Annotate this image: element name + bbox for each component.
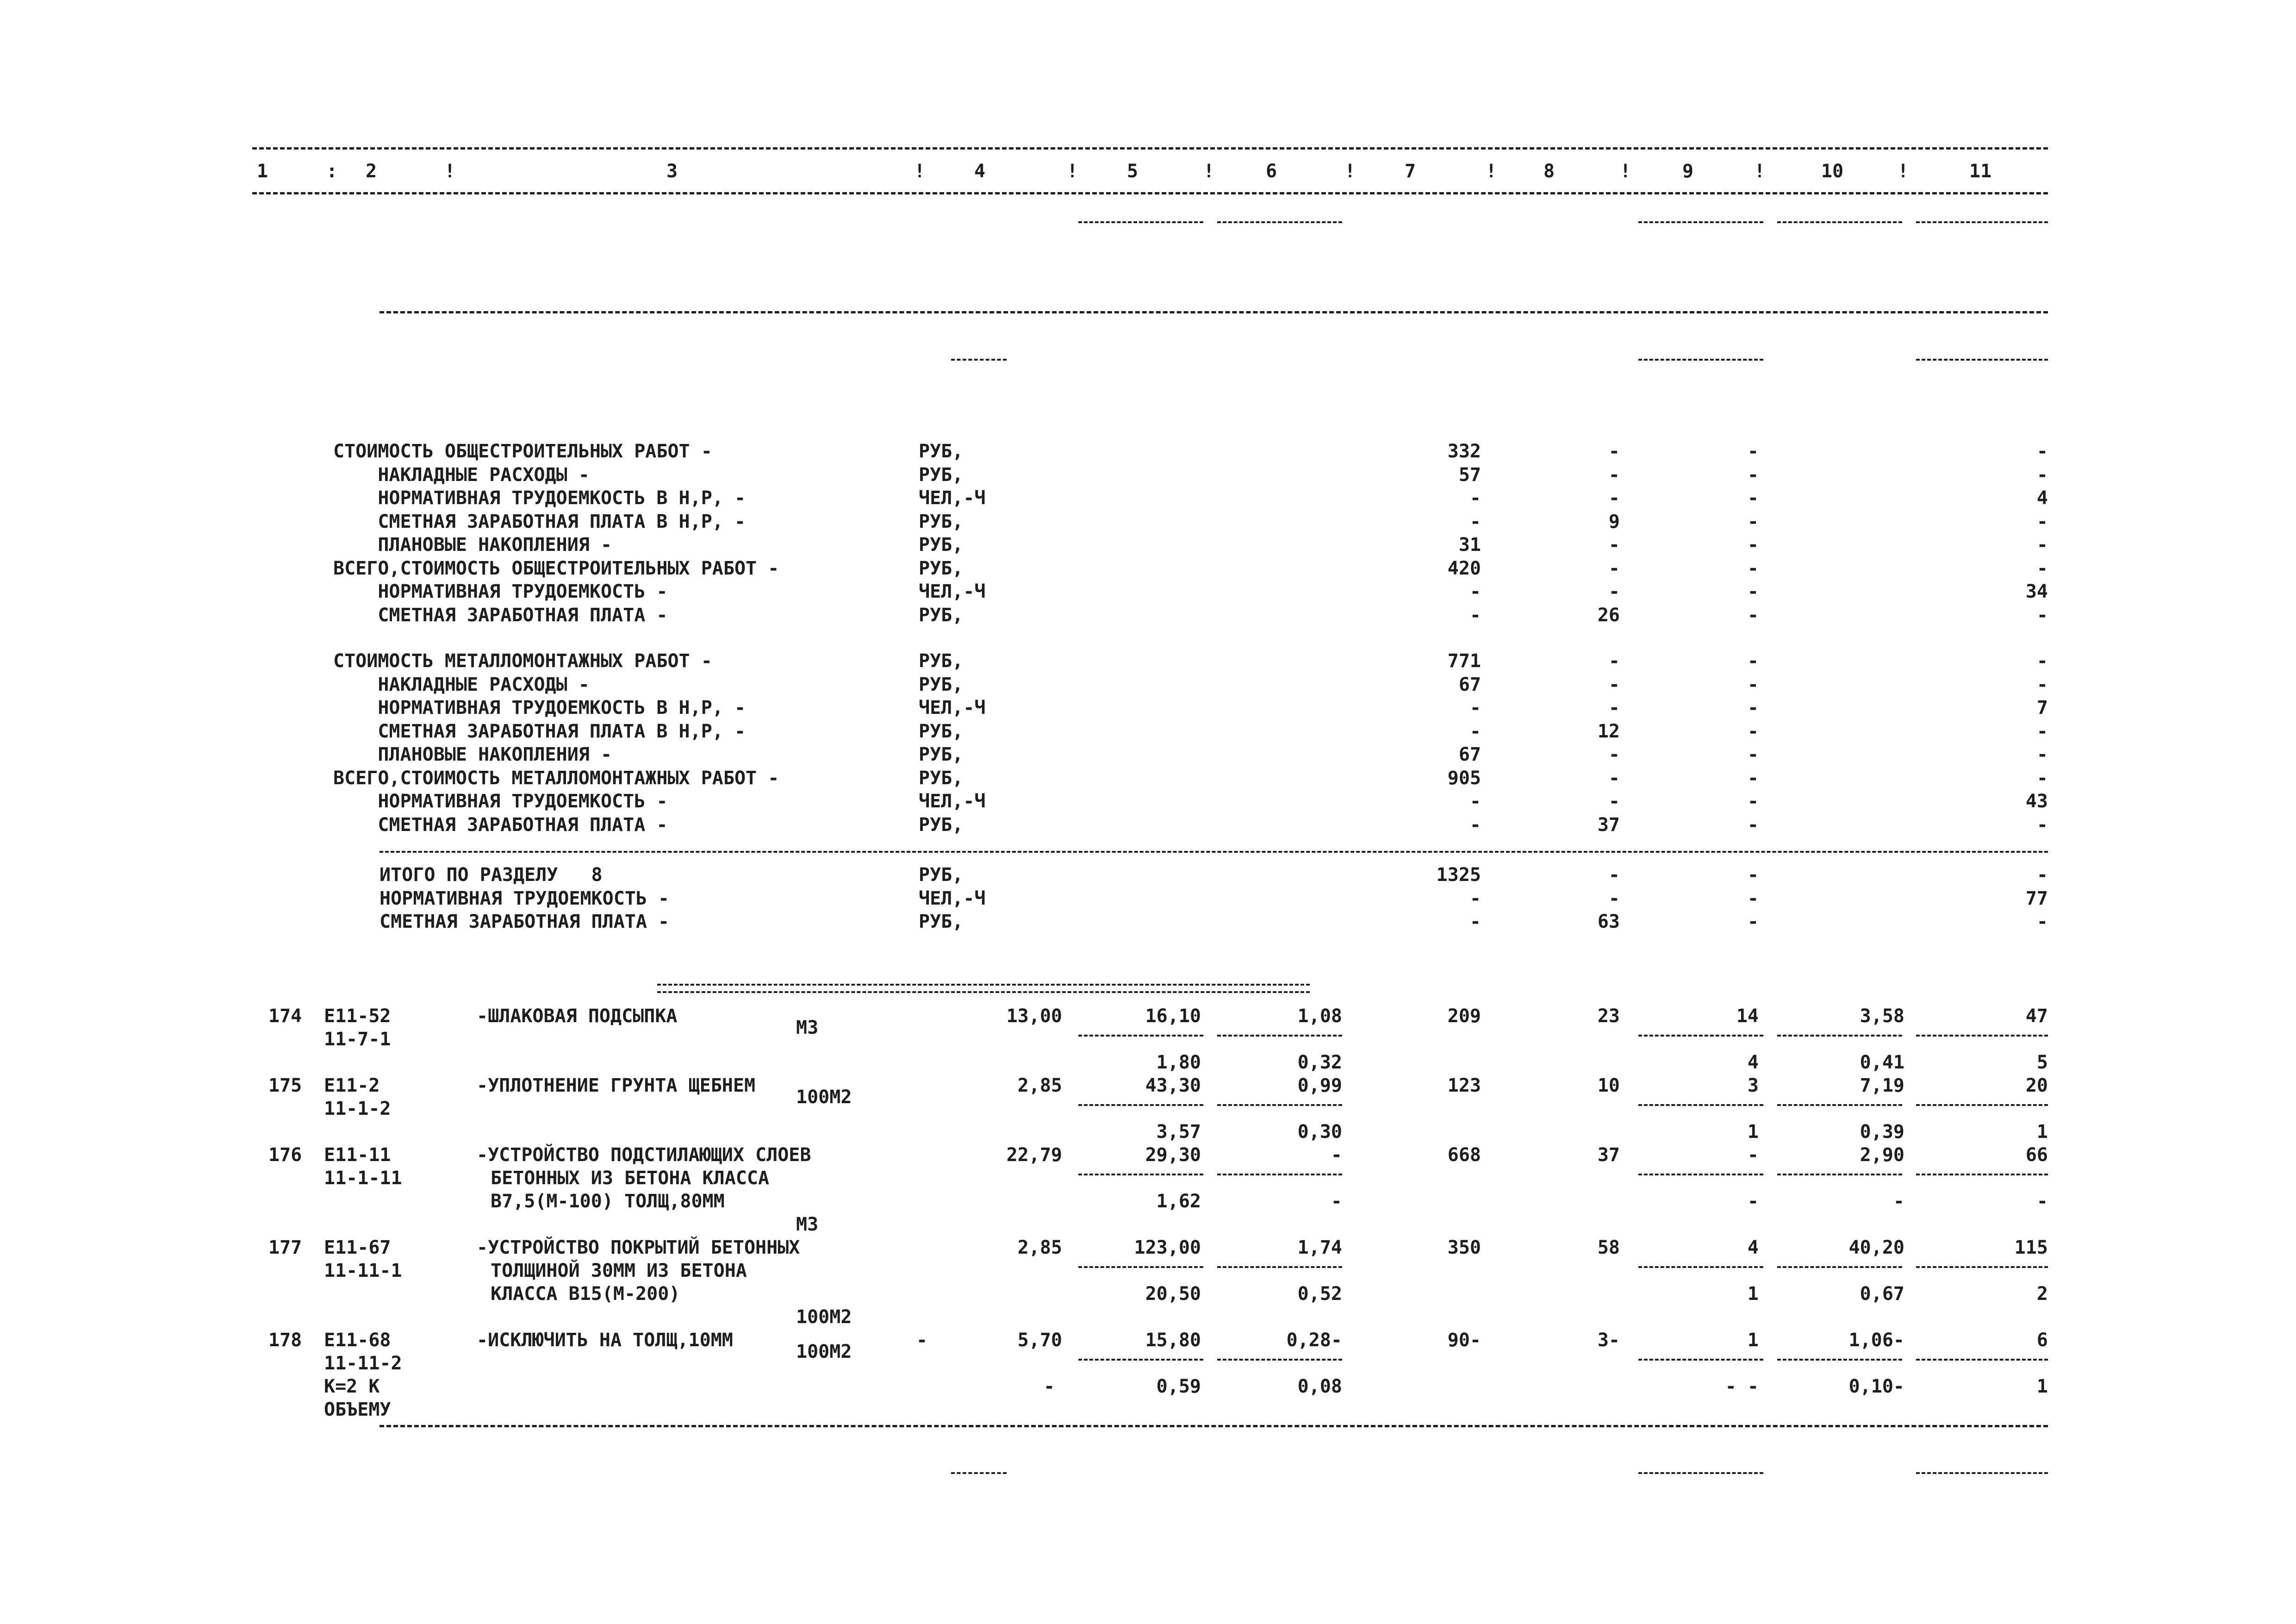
s8-total-unit: РУБ, (919, 911, 964, 932)
column-separator: ! (1898, 161, 1909, 182)
metal-row-unit: ЧЕЛ,-Ч (919, 791, 986, 812)
general-row-unit: РУБ, (919, 557, 964, 579)
general-row-c9: - (1747, 581, 1759, 602)
item-qty: 22,79 (1006, 1144, 1062, 1166)
item-unit: 100М2 (796, 1306, 852, 1328)
rule (1217, 1359, 1342, 1361)
general-row-c7: 57 (1458, 464, 1481, 486)
rule (1777, 221, 1902, 223)
item-c7: 668 (1447, 1144, 1481, 1166)
metal-row-c11: - (2036, 720, 2048, 742)
metal-row-c9: - (1747, 767, 1759, 789)
column-number: 9 (1682, 161, 1694, 182)
general-row-unit: РУБ, (919, 464, 964, 486)
general-row-c8: - (1608, 464, 1620, 486)
rule (1916, 1104, 2048, 1106)
s8-total-c7: - (1469, 911, 1481, 932)
rule (1078, 1359, 1203, 1361)
general-row-c11: - (2036, 464, 2048, 486)
item-unit: 100М2 (796, 1341, 852, 1362)
item-r2-c6: - (1331, 1191, 1342, 1212)
item-r2-c5: 1,62 (1156, 1191, 1201, 1212)
s8-total-c9: - (1747, 887, 1759, 909)
s8-total-c7: 1325 (1436, 864, 1481, 886)
general-row-c9: - (1747, 441, 1759, 462)
general-row-label: НАКЛАДНЫЕ РАСХОДЫ - (333, 464, 590, 486)
item-r2-c9: 1 (1747, 1121, 1759, 1143)
item-c8: 3- (1597, 1330, 1620, 1351)
general-row-c9: - (1747, 511, 1759, 532)
metal-row-c9: - (1747, 697, 1759, 718)
item-r2-c11: - (2036, 1191, 2048, 1212)
column-separator: ! (1344, 161, 1356, 182)
item-note: ОБЪЕМУ (324, 1399, 391, 1420)
metal-row-c7: - (1469, 814, 1481, 836)
item-r2-c10: - (1893, 1191, 1904, 1212)
metal-row-c7: - (1469, 791, 1481, 812)
item-qty: 2,85 (1017, 1237, 1062, 1258)
item-c9: 4 (1747, 1237, 1759, 1258)
metal-row-label: НАКЛАДНЫЕ РАСХОДЫ - (333, 674, 590, 695)
item-r2-c6: 0,30 (1297, 1121, 1342, 1143)
metal-row-c9: - (1747, 650, 1759, 672)
item-qty: 5,70 (1017, 1330, 1062, 1351)
item-number: 174 (268, 1006, 302, 1027)
item-c6: 1,74 (1297, 1237, 1342, 1258)
item-unit: 100М2 (796, 1087, 852, 1108)
item-c7: 350 (1447, 1237, 1481, 1258)
rule (1777, 1266, 1902, 1268)
item-c10: 7,19 (1860, 1075, 1904, 1096)
rule (1638, 1266, 1763, 1268)
rule (1078, 221, 1203, 223)
s8-total-c7: - (1469, 887, 1481, 909)
item-c5: 15,80 (1145, 1330, 1201, 1351)
general-row-c9: - (1747, 464, 1759, 486)
item-c11: 6 (2036, 1330, 2048, 1351)
item-c6: 0,28- (1286, 1330, 1342, 1351)
s8-total-c11: - (2036, 864, 2048, 886)
item-r2-c10: 0,41 (1860, 1052, 1904, 1073)
column-separator: ! (1067, 161, 1078, 182)
item-description: КЛАССА В15(М-200) (491, 1283, 680, 1305)
item-r2-c11: 2 (2036, 1283, 2048, 1305)
metal-row-c7: 67 (1458, 744, 1481, 765)
item-r2-c5: 3,57 (1156, 1121, 1201, 1143)
metal-row-c11: 7 (2036, 697, 2048, 718)
s8-total-label: СМЕТНАЯ ЗАРАБОТНАЯ ПЛАТА - (380, 911, 670, 932)
general-row-unit: РУБ, (919, 534, 964, 556)
column-separator: ! (1486, 161, 1497, 182)
item-number: 176 (268, 1144, 302, 1166)
column-separator: ! (1203, 161, 1215, 182)
rule (1777, 1359, 1902, 1361)
rule (1916, 1035, 2048, 1037)
item-description: -ШЛАКОВАЯ ПОДСЫПКА (477, 1006, 678, 1027)
general-row-c8: - (1608, 487, 1620, 509)
s8-total-c8: - (1608, 887, 1620, 909)
general-row-c7: - (1469, 604, 1481, 626)
item-r2-c10: 0,39 (1860, 1121, 1904, 1143)
item-r2-negative-mark: - (1044, 1376, 1055, 1397)
column-separator: ! (914, 161, 926, 182)
column-separator: ! (444, 161, 456, 182)
rule (1217, 221, 1342, 223)
item-c9: 1 (1747, 1330, 1759, 1351)
column-number: 10 (1821, 161, 1844, 182)
item-description: -УСТРОЙСТВО ПОДСТИЛАЮЩИХ СЛОЕВ (477, 1144, 811, 1166)
item-code: Е11-68 (324, 1330, 391, 1351)
metal-row-c8: - (1608, 791, 1620, 812)
general-row-label: СМЕТНАЯ ЗАРАБОТНАЯ ПЛАТА - (333, 604, 668, 626)
s8-total-c8: 63 (1597, 911, 1620, 932)
rule (1777, 1104, 1902, 1106)
item-r2-c5: 20,50 (1145, 1283, 1201, 1305)
column-separator: : (326, 161, 338, 182)
general-row-label: СМЕТНАЯ ЗАРАБОТНАЯ ПЛАТА В Н,Р, - (333, 511, 746, 532)
item-description: -УПЛОТНЕНИЕ ГРУНТА ЩЕБНЕМ (477, 1075, 756, 1096)
general-row-c11: - (2036, 557, 2048, 579)
s8-total-c8: - (1608, 864, 1620, 886)
item-c8: 23 (1597, 1006, 1620, 1027)
general-row-c8: - (1608, 534, 1620, 556)
rule (1078, 1174, 1203, 1175)
metal-row-unit: РУБ, (919, 720, 964, 742)
general-row-c9: - (1747, 487, 1759, 509)
rule (380, 1425, 2048, 1427)
metal-row-unit: РУБ, (919, 744, 964, 765)
metal-row-label: СМЕТНАЯ ЗАРАБОТНАЯ ПЛАТА В Н,Р, - (333, 720, 746, 742)
s8-total-c9: - (1747, 864, 1759, 886)
metal-row-c8: - (1608, 767, 1620, 789)
metal-row-unit: РУБ, (919, 674, 964, 695)
item-r2-c9: - - (1725, 1376, 1759, 1397)
column-number: 5 (1127, 161, 1139, 182)
item-subcode: 11-1-2 (324, 1098, 391, 1119)
column-number: 11 (1969, 161, 1992, 182)
general-row-c8: - (1608, 581, 1620, 602)
metal-row-c11: - (2036, 674, 2048, 695)
item-c9: 3 (1747, 1075, 1759, 1096)
item-description: ТОЛЩИНОЙ 30ММ ИЗ БЕТОНА (491, 1260, 747, 1281)
item-code: Е11-11 (324, 1144, 391, 1166)
general-row-unit: РУБ, (919, 511, 964, 532)
column-number: 7 (1405, 161, 1416, 182)
item-c10: 2,90 (1860, 1144, 1904, 1166)
item-description: В7,5(М-100) ТОЛЩ,80ММ (491, 1191, 725, 1212)
item-description: -УСТРОЙСТВО ПОКРЫТИЙ БЕТОННЫХ (477, 1237, 800, 1258)
item-c5: 16,10 (1145, 1006, 1201, 1027)
item-note: К=2 К (324, 1376, 380, 1397)
general-row-label: НОРМАТИВНАЯ ТРУДОЕМКОСТЬ - (333, 581, 668, 602)
s8-total-label: НОРМАТИВНАЯ ТРУДОЕМКОСТЬ - (380, 887, 670, 909)
rule (1217, 1035, 1342, 1037)
metal-row-c7: 67 (1458, 674, 1481, 695)
item-c5: 29,30 (1145, 1144, 1201, 1166)
column-number: 4 (974, 161, 986, 182)
item-r2-c6: 0,32 (1297, 1052, 1342, 1073)
item-r2-c6: 0,08 (1297, 1376, 1342, 1397)
header-rule-bottom (252, 192, 2048, 194)
general-row-unit: ЧЕЛ,-Ч (919, 581, 986, 602)
rule (1078, 1266, 1203, 1268)
item-code: Е11-52 (324, 1006, 391, 1027)
column-number: 8 (1543, 161, 1555, 182)
rule (951, 359, 1007, 361)
metal-row-c8: - (1608, 674, 1620, 695)
metal-row-c8: - (1608, 744, 1620, 765)
item-qty: 13,00 (1006, 1006, 1062, 1027)
rule (1217, 1104, 1342, 1106)
general-row-c11: 4 (2036, 487, 2048, 509)
metal-row-c8: - (1608, 697, 1620, 718)
item-c9: 14 (1736, 1006, 1759, 1027)
metal-row-c9: - (1747, 791, 1759, 812)
metal-row-c7: - (1469, 697, 1481, 718)
item-unit: М3 (796, 1017, 819, 1038)
metal-row-c11: - (2036, 767, 2048, 789)
item-r2-c5: 1,80 (1156, 1052, 1201, 1073)
metal-row-label: НОРМАТИВНАЯ ТРУДОЕМКОСТЬ В Н,Р, - (333, 697, 746, 718)
rule (1638, 1174, 1763, 1175)
rule (1638, 221, 1763, 223)
metal-row-c9: - (1747, 720, 1759, 742)
item-unit: М3 (796, 1214, 819, 1235)
rule (1916, 359, 2048, 361)
header-rule-top (252, 147, 2048, 150)
item-c5: 43,30 (1145, 1075, 1201, 1096)
rule (1217, 1266, 1342, 1268)
item-subcode: 11-1-11 (324, 1168, 402, 1189)
general-row-c11: - (2036, 534, 2048, 556)
metal-row-c7: 771 (1447, 650, 1481, 672)
rule (1638, 359, 1763, 361)
item-r2-c11: 1 (2036, 1121, 2048, 1143)
metal-row-c8: 37 (1597, 814, 1620, 836)
item-r2-c9: - (1747, 1191, 1759, 1212)
item-subcode: 11-7-1 (324, 1029, 391, 1050)
item-number: 177 (268, 1237, 302, 1258)
general-row-c11: - (2036, 511, 2048, 532)
column-separator: ! (1754, 161, 1766, 182)
item-c5: 123,00 (1134, 1237, 1201, 1258)
general-row-c7: - (1469, 487, 1481, 509)
column-number: 3 (666, 161, 678, 182)
item-number: 178 (268, 1330, 302, 1351)
metal-row-c9: - (1747, 744, 1759, 765)
item-c8: 10 (1597, 1075, 1620, 1096)
item-code: Е11-67 (324, 1237, 391, 1258)
item-code: Е11-2 (324, 1075, 380, 1096)
general-row-c8: 9 (1608, 511, 1620, 532)
general-row-unit: РУБ, (919, 604, 964, 626)
metal-row-unit: РУБ, (919, 767, 964, 789)
rule (1777, 1174, 1902, 1175)
metal-row-unit: РУБ, (919, 650, 964, 672)
general-row-unit: ЧЕЛ,-Ч (919, 487, 986, 509)
metal-row-unit: ЧЕЛ,-Ч (919, 697, 986, 718)
general-row-c9: - (1747, 557, 1759, 579)
rule (1916, 1174, 2048, 1175)
item-r2-c10: 0,10- (1848, 1376, 1904, 1397)
rule (380, 311, 2048, 313)
rule (380, 851, 2048, 853)
general-row-c8: 26 (1597, 604, 1620, 626)
metal-row-label: ПЛАНОВЫЕ НАКОПЛЕНИЯ - (333, 744, 612, 765)
rule (951, 1472, 1007, 1474)
metal-row-c11: - (2036, 744, 2048, 765)
rule (1916, 1359, 2048, 1361)
metal-row-label: СМЕТНАЯ ЗАРАБОТНАЯ ПЛАТА - (333, 814, 668, 836)
item-r2-c11: 1 (2036, 1376, 2048, 1397)
rule (1078, 1104, 1203, 1106)
s8-total-c11: 77 (2025, 887, 2048, 909)
column-number: 2 (366, 161, 377, 182)
general-row-c11: - (2036, 604, 2048, 626)
general-row-c7: 31 (1458, 534, 1481, 556)
general-row-label: СТОИМОСТЬ ОБЩЕСТРОИТЕЛЬНЫХ РАБОТ - (333, 441, 712, 462)
item-c7: 90- (1447, 1330, 1481, 1351)
metal-row-c8: - (1608, 650, 1620, 672)
item-subcode: 11-11-2 (324, 1353, 402, 1374)
column-number: 6 (1266, 161, 1277, 182)
item-c11: 115 (2014, 1237, 2048, 1258)
item-c10: 3,58 (1860, 1006, 1904, 1027)
rule (1638, 1035, 1763, 1037)
rule (1217, 1174, 1342, 1175)
metal-row-c7: - (1469, 720, 1481, 742)
item-description: БЕТОННЫХ ИЗ БЕТОНА КЛАССА (491, 1168, 770, 1189)
s8-total-unit: ЧЕЛ,-Ч (919, 887, 986, 909)
item-r2-c5: 0,59 (1156, 1376, 1201, 1397)
item-c8: 58 (1597, 1237, 1620, 1258)
metal-row-c9: - (1747, 674, 1759, 695)
section9-title-underline (657, 984, 1310, 993)
metal-row-c7: 905 (1447, 767, 1481, 789)
general-row-c7: 420 (1447, 557, 1481, 579)
item-qty: 2,85 (1017, 1075, 1062, 1096)
rule (1638, 1359, 1763, 1361)
general-row-label: ПЛАНОВЫЕ НАКОПЛЕНИЯ - (333, 534, 612, 556)
general-row-label: ВСЕГО,СТОИМОСТЬ ОБЩЕСТРОИТЕЛЬНЫХ РАБОТ - (333, 557, 779, 579)
general-row-unit: РУБ, (919, 441, 964, 462)
s8-total-label: ИТОГО ПО РАЗДЕЛУ 8 (380, 864, 603, 886)
item-c11: 66 (2025, 1144, 2048, 1166)
item-r2-c10: 0,67 (1860, 1283, 1904, 1305)
item-c9: - (1747, 1144, 1759, 1166)
item-c7: 123 (1447, 1075, 1481, 1096)
general-row-c8: - (1608, 557, 1620, 579)
item-c10: 1,06- (1848, 1330, 1904, 1351)
item-c6: 0,99 (1297, 1075, 1342, 1096)
general-row-c8: - (1608, 441, 1620, 462)
item-c11: 47 (2025, 1006, 2048, 1027)
metal-row-label: НОРМАТИВНАЯ ТРУДОЕМКОСТЬ - (333, 791, 668, 812)
column-number: 1 (257, 161, 268, 182)
general-row-c9: - (1747, 534, 1759, 556)
rule (1638, 1104, 1763, 1106)
item-r2-c11: 5 (2036, 1052, 2048, 1073)
item-c6: 1,08 (1297, 1006, 1342, 1027)
rule (1916, 1472, 2048, 1474)
rule (1777, 1035, 1902, 1037)
s8-total-c9: - (1747, 911, 1759, 932)
general-row-c9: - (1747, 604, 1759, 626)
rule (1916, 1266, 2048, 1268)
general-row-c7: - (1469, 581, 1481, 602)
item-c7: 209 (1447, 1006, 1481, 1027)
item-c6: - (1331, 1144, 1342, 1166)
item-negative-mark: - (916, 1330, 928, 1351)
item-number: 175 (268, 1075, 302, 1096)
item-subcode: 11-11-1 (324, 1260, 402, 1281)
metal-row-c11: 43 (2025, 791, 2048, 812)
item-c11: 20 (2025, 1075, 2048, 1096)
item-description: -ИСКЛЮЧИТЬ НА ТОЛЩ,10ММ (477, 1330, 733, 1351)
item-c8: 37 (1597, 1144, 1620, 1166)
general-row-c7: - (1469, 511, 1481, 532)
column-separator: ! (1620, 161, 1631, 182)
s8-total-c11: - (2036, 911, 2048, 932)
item-r2-c6: 0,52 (1297, 1283, 1342, 1305)
metal-row-unit: РУБ, (919, 814, 964, 836)
metal-row-label: СТОИМОСТЬ МЕТАЛЛОМОНТАЖНЫХ РАБОТ - (333, 650, 712, 672)
metal-row-c11: - (2036, 650, 2048, 672)
metal-row-label: ВСЕГО,СТОИМОСТЬ МЕТАЛЛОМОНТАЖНЫХ РАБОТ - (333, 767, 779, 789)
metal-row-c8: 12 (1597, 720, 1620, 742)
general-row-c7: 332 (1447, 441, 1481, 462)
metal-row-c9: - (1747, 814, 1759, 836)
item-r2-c9: 1 (1747, 1283, 1759, 1305)
general-row-label: НОРМАТИВНАЯ ТРУДОЕМКОСТЬ В Н,Р, - (333, 487, 746, 509)
rule (1916, 221, 2048, 223)
rule (1078, 1035, 1203, 1037)
metal-row-c11: - (2036, 814, 2048, 836)
item-c10: 40,20 (1848, 1237, 1904, 1258)
item-r2-c9: 4 (1747, 1052, 1759, 1073)
general-row-c11: - (2036, 441, 2048, 462)
rule (1638, 1472, 1763, 1474)
s8-total-unit: РУБ, (919, 864, 964, 886)
general-row-c11: 34 (2025, 581, 2048, 602)
